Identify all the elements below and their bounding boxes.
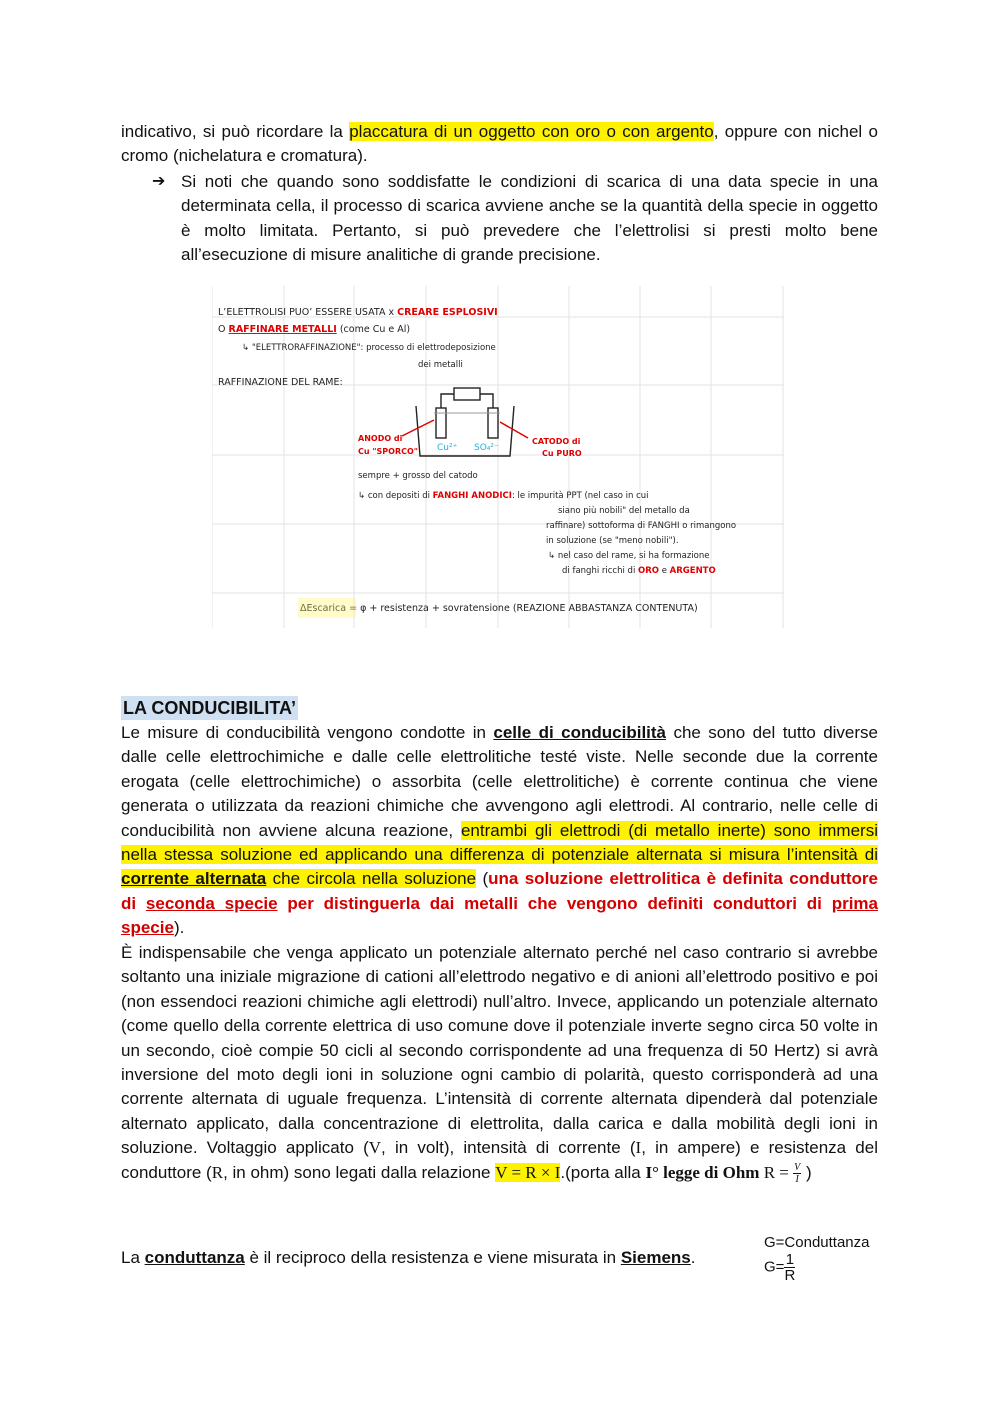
text-run: che sono del tutto diverse dalle celle elettrochimiche e dalle celle elettrolitiche testé viste. Nelle seconde due la corrente erogata (celle elettrochimiche) o assorbita (celle elettrolitiche) è corrente continua che viene generata o utilizzata da reazioni chimiche che avvengono agli elettrodi. Al contrario, nelle celle di conducibilità non avviene alcuna reazione, xyxy=(121,723,878,840)
note-line: dei metalli xyxy=(418,360,463,370)
note-equation: ΔEscarica = φ + resistenza + sovratensione (REAZIONE ABBASTANZA CONTENUTA) xyxy=(300,603,698,614)
bullet-text: Si noti che quando sono soddisfatte le condizioni di scarica di una data specie in una determinata cella, il processo di scarica avviene anche se la quantità della specie in oggetto è molto limitata. Pertanto, si può prevedere che l’elettrolisi si presti molto bene all’esecuzione di misure analitiche di grande precisione. xyxy=(181,172,878,265)
note-line: O RAFFINARE METALLI (come Cu e Al) xyxy=(218,324,411,335)
text-run: È indispensabile che venga applicato un potenziale alternato perché nel caso contrario si avrebbe soltanto una iniziale migrazione di cationi all’elettrodo negativo e di anioni all’elettrodo positivo e poi (non essendoci reazioni chimiche agli elettrodi) null’altro. Invece, applicando un potenziale alternato (come quello della corrente elettrica di uso comune dove il potenziale inverte segno circa 50 volte in un secondo, cioè compie 50 cicli al secondo corrispondente ad una frequenza di 50 Hertz) si avrà inversione del moto degli ioni in soluzione ogni cambio di polarità, questo corrisponderà ad una corrente alternata di uguale frequenza. L’intensità di corrente alternata dipenderà dal potenziale alternato applicato, dalla concentrazione di elettrolita, dalla carica e dalla mobilità degli ioni in soluzione. Voltaggio applicato ( xyxy=(121,943,878,1158)
term-celle: celle di conducibilità xyxy=(493,723,667,742)
note-line: ↳ "ELETTRORAFFINAZIONE": processo di elettrodeposizione xyxy=(242,343,496,353)
note-line: L’ELETTROLISI PUO’ ESSERE USATA x CREARE ESPLOSIVI xyxy=(218,307,498,318)
symbol: I xyxy=(635,1138,642,1158)
term-corrente-alternata: corrente alternata xyxy=(121,869,267,889)
text-run: La xyxy=(121,1248,145,1267)
alternating-potential-paragraph xyxy=(121,941,878,1185)
handwritten-notes-figure xyxy=(212,286,784,628)
conductance-formula xyxy=(764,1234,870,1283)
cathode-label: CATODO di xyxy=(532,437,581,446)
text-run: è il reciproco della resistenza e viene misurata in xyxy=(244,1248,621,1267)
bullet-point xyxy=(152,170,878,268)
red-text: per distinguerla dai metalli che vengono definiti conduttori di xyxy=(277,893,832,913)
red-text: una soluzione elettrolitica è definita conduttore di xyxy=(121,869,878,913)
ohm-law-label: I° legge di Ohm xyxy=(645,1162,760,1182)
text-run: .(porta alla xyxy=(560,1162,646,1182)
highlighted-text: entrambi gli elettrodi (di metallo inerte) sono immersi nella stessa soluzione ed applicando una differenza di potenziale alternata si misura l’intensità di corrente alternata che circola nella soluzione xyxy=(121,820,878,889)
note-line: RAFFINAZIONE DEL RAME: xyxy=(218,377,343,388)
ohm-equation: V = R × I xyxy=(495,1162,561,1182)
anion-label: SO₄²⁻ xyxy=(474,443,499,453)
note-line: sempre + grosso del catodo xyxy=(358,471,478,481)
text-run: ) xyxy=(801,1162,812,1182)
formula-label: G=Conduttanza xyxy=(764,1234,870,1251)
cation-label: Cu²⁺ xyxy=(437,443,458,453)
text-run: ). xyxy=(173,918,185,938)
fraction: $\frac{1}{R}$ xyxy=(784,1251,796,1284)
term-seconda-specie: seconda specie xyxy=(145,893,278,913)
text-run: indicativo, si può ricordare la xyxy=(121,122,350,141)
section-heading: LA CONDUCIBILITA’ xyxy=(123,698,296,718)
red-arrows xyxy=(402,420,528,438)
highlight-mark xyxy=(298,598,356,618)
cathode-label: Cu PURO xyxy=(542,449,582,458)
note-line: in soluzione (se "meno nobili"). xyxy=(546,536,679,546)
text-run: , in ohm) sono legati dalla relazione xyxy=(223,1162,496,1182)
text-run: ( xyxy=(476,869,489,889)
formula-expression: G= $\frac{1}{R}$ xyxy=(764,1251,796,1284)
text-run: , in ampere) e resistenza del conduttore ( xyxy=(121,1138,878,1182)
highlighted-text: placcatura di un oggetto con oro o con argento xyxy=(349,122,714,141)
conductance-paragraph xyxy=(121,1246,761,1270)
note-line: ↳ con depositi di FANGHI ANODICI: le impurità PPT (nel caso in cui xyxy=(358,491,649,501)
grid-lines xyxy=(212,286,784,628)
note-line: raffinare) sottoforma di FANGHI o rimangono xyxy=(546,521,737,531)
term-siemens: Siemens xyxy=(620,1248,691,1267)
conductivity-paragraph xyxy=(121,721,878,941)
symbol: R = xyxy=(759,1162,794,1182)
symbol: V xyxy=(368,1138,382,1158)
symbol: R xyxy=(211,1162,224,1182)
anode-label: Cu "SPORCO" xyxy=(358,447,418,456)
anode-label: ANODO di xyxy=(358,434,403,443)
term-conduttanza: conduttanza xyxy=(144,1248,245,1267)
arrow-icon: ➔ xyxy=(152,173,166,190)
text-run: Le misure di conducibilità vengono condotte in xyxy=(121,723,494,742)
note-line: ↳ nel caso del rame, si ha formazione xyxy=(548,551,710,561)
text-run: . xyxy=(690,1248,696,1267)
term-prima-specie: prima specie xyxy=(121,893,878,938)
note-line: siano più nobili" del metallo da xyxy=(558,506,690,516)
fraction: $\frac{V}{I}$ xyxy=(794,1161,801,1185)
text-run: , in volt), intensità di corrente ( xyxy=(381,1138,636,1158)
note-line: di fanghi ricchi di ORO e ARGENTO xyxy=(562,566,716,576)
text-run: , oppure con nichel o cromo (nichelatura e cromatura). xyxy=(121,122,878,166)
intro-paragraph xyxy=(121,120,878,169)
